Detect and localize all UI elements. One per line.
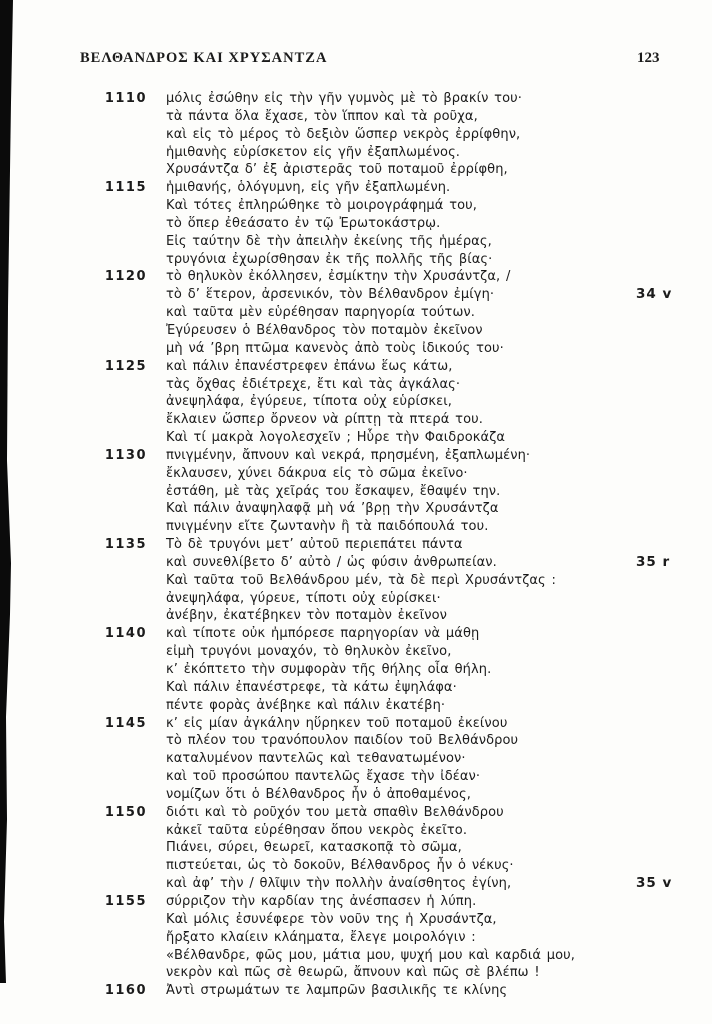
verse-text: ἀνέβην, ἐκατέβηκεν τὸν ποταμὸν ἐκεῖνον — [166, 608, 448, 624]
line-number: 1160 — [104, 983, 147, 999]
verse-text: Καὶ ταῦτα τοῦ Βελθάνδρου μέν, τὰ δὲ περὶ Χρυσάντζας : — [166, 572, 557, 588]
verse-text: ἡμιθανής, ὁλόγυμνη, εἰς γῆν ἐξαπλωμένη. — [166, 180, 451, 196]
verse-text: κ’ εἰς μίαν ἀγκάλην ηὕρηκεν τοῦ ποταμοῦ ἐκείνου — [166, 715, 508, 731]
verse-text: τὸ θηλυκὸν ἐκόλλησεν, ἐσμίκτην τὴν Χρυσάντζα, / — [166, 269, 511, 285]
verse-line — [0, 750, 712, 768]
verse-text: καὶ τοῦ προσώπου παντελῶς ἔχασε τὴν ἰδέαν· — [166, 769, 481, 785]
verse-text: μόλις ἐσώθην εἰς τὴν γῆν γυμνὸς μὲ τὸ βρακίν του· — [166, 91, 523, 106]
verse-text: νεκρὸν καὶ πῶς σὲ θεωρῶ, ἄπνουν καὶ πῶς σὲ βλέπω ! — [166, 965, 540, 981]
verse-line — [0, 715, 712, 733]
verse-line — [0, 982, 712, 1000]
verse-text: κἀκεῖ ταῦτα εὑρέθησαν ὅπου νεκρὸς ἐκεῖτο. — [166, 822, 468, 838]
verse-block — [0, 90, 712, 1000]
verse-line — [0, 839, 712, 857]
running-header-title: ΒΕΛΘΑΝΔΡΟΣ ΚΑΙ ΧΡΥΣΑΝΤΖΑ — [80, 50, 328, 66]
verse-text: ἀνεψηλάφα, ἐγύρευε, τίποτα οὐχ εὑρίσκει, — [166, 394, 452, 410]
verse-line — [0, 625, 712, 643]
folio-note: 35 r — [636, 553, 671, 570]
verse-text: ἀνεψηλάφα, γύρευε, τίποτι οὐχ εὑρίσκει· — [166, 590, 441, 606]
verse-text: τὸ ὅπερ ἐθεάσατο ἐν τῷ Ἐρωτοκάστρῳ. — [166, 215, 441, 231]
verse-text: καὶ ἀφ’ τὴν / θλῖψιν τὴν πολλὴν ἀναίσθητος ἐγίνη, — [166, 876, 512, 892]
line-number: 1120 — [104, 269, 147, 285]
verse-line — [0, 893, 712, 911]
verse-text: καὶ ταῦτα μὲν εὑρέθησαν παρηγορία τούτων. — [166, 305, 476, 321]
line-number: 1130 — [104, 447, 147, 463]
verse-line — [0, 465, 712, 483]
verse-text: πνιγμένην εἴτε ζωντανὴν ἢ τὰ παιδόπουλά του. — [166, 519, 489, 535]
verse-line — [0, 376, 712, 394]
verse-text: τὸ πλέον του τρανόπουλον παιδίον τοῦ Βελθάνδρου — [166, 733, 519, 749]
line-number: 1145 — [104, 715, 147, 731]
verse-text: τὸ δ’ ἕτερον, ἀρσενικόν, τὸν Βέλθανδρον ἐμίγη· — [166, 287, 495, 303]
verse-text: Πιάνει, σύρει, θεωρεῖ, κατασκοπᾷ τὸ σῶμα, — [166, 840, 462, 856]
verse-line — [0, 947, 712, 965]
verse-line — [0, 590, 712, 608]
verse-text: ἡμιθανὴς εὑρίσκετον εἰς γῆν ἐξαπλωμένος. — [166, 144, 461, 160]
verse-text: σύρριζον τὴν καρδίαν της ἀνέσπασεν ἡ λύπη. — [166, 893, 477, 909]
verse-text: μὴ νά ’βρη πτῶμα κανενὸς ἀπὸ τοὺς ἰδικούς του· — [166, 340, 504, 356]
verse-line — [0, 90, 712, 108]
verse-line — [0, 322, 712, 340]
verse-line — [0, 304, 712, 322]
verse-text: ἔκλαυσεν, χύνει δάκρυα εἰς τὸ σῶμα ἐκεῖνο· — [166, 465, 468, 481]
verse-line — [0, 251, 712, 269]
verse-line — [0, 411, 712, 429]
verse-line — [0, 286, 712, 304]
line-number: 1155 — [104, 893, 147, 909]
folio-note: 35 v — [636, 875, 673, 892]
verse-line — [0, 197, 712, 215]
verse-text: πιστεύεται, ὡς τὸ δοκοῦν, Βέλθανδρος ἦν ὁ νέκυς· — [166, 858, 514, 874]
verse-line — [0, 429, 712, 447]
verse-line — [0, 518, 712, 536]
verse-text: Καὶ τί μακρὰ λογολεσχεῖν ; Ηὗρε τὴν Φαιδροκάζα — [166, 430, 506, 446]
verse-line — [0, 126, 712, 144]
verse-text: πνιγμένην, ἄπνουν καὶ νεκρά, πρησμένη, ἐξαπλωμένη· — [166, 447, 531, 463]
verse-text: Τὸ δὲ τρυγόνι μετ’ αὐτοῦ περιεπάτει πάντα — [166, 537, 463, 553]
line-number: 1125 — [104, 358, 147, 374]
verse-text: Εἰς ταύτην δὲ τὴν ἀπειλὴν ἐκείνης τῆς ἡμέρας, — [166, 233, 492, 249]
verse-text: «Βέλθανδρε, φῶς μου, μάτια μου, ψυχή μου καὶ καρδιά μου, — [166, 947, 576, 963]
verse-text: Καὶ μόλις ἐσυνέφερε τὸν νοῦν της ἡ Χρυσάντζα, — [166, 911, 497, 927]
verse-line — [0, 929, 712, 947]
verse-text: κ’ ἐκόπτετο τὴν συμφορὰν τῆς θήλης οἷα θήλη. — [166, 662, 492, 677]
verse-line — [0, 607, 712, 625]
verse-line — [0, 215, 712, 233]
verse-line — [0, 804, 712, 822]
verse-line — [0, 108, 712, 126]
verse-line — [0, 697, 712, 715]
verse-text: πέντε φορὰς ἀνέβηκε καὶ πάλιν ἐκατέβη· — [166, 697, 446, 713]
verse-text: διότι καὶ τὸ ροῦχόν του μετὰ σπαθὶν Βελθάνδρου — [166, 804, 504, 820]
verse-text: καταλυμένον παντελῶς καὶ τεθανατωμένον· — [166, 751, 466, 767]
verse-line — [0, 911, 712, 929]
verse-line — [0, 554, 712, 572]
verse-text: Καὶ τότες ἐπληρώθηκε τὸ μοιρογράφημά του, — [166, 198, 478, 214]
verse-line — [0, 572, 712, 590]
verse-line — [0, 643, 712, 661]
verse-text: Ἐγύρευσεν ὁ Βέλθανδρος τὸν ποταμὸν ἐκεῖνον — [166, 322, 483, 338]
verse-text: τὰς ὄχθας ἐδιέτρεχε, ἔτι καὶ τὰς ἀγκάλας· — [166, 376, 461, 392]
verse-text: τρυγόνια ἐχωρίσθησαν ἐκ τῆς πολλῆς τῆς βίας· — [166, 251, 493, 267]
verse-text: νομίζων ὅτι ὁ Βέλθανδρος ἦν ὁ ἀποθαμένος, — [166, 786, 471, 802]
verse-line — [0, 822, 712, 840]
verse-text: ἤρξατο κλαίειν κλάηματα, ἔλεγε μοιρολόγιν : — [166, 929, 476, 945]
verse-line — [0, 358, 712, 376]
verse-text: Χρυσάντζα δ’ ἐξ ἀριστερᾶς τοῦ ποταμοῦ ἐρρίφθη, — [166, 162, 508, 178]
verse-line — [0, 144, 712, 162]
folio-note: 34 v — [636, 286, 673, 303]
verse-line — [0, 447, 712, 465]
verse-line — [0, 179, 712, 197]
verse-text: εἰμὴ τρυγόνι μοναχόν, τὸ θηλυκὸν ἐκεῖνο, — [166, 644, 452, 660]
verse-text: τὰ πάντα ὅλα ἔχασε, τὸν ἵππον καὶ τὰ ροῦχα, — [166, 108, 478, 124]
line-number: 1115 — [104, 180, 147, 196]
line-number: 1150 — [104, 804, 147, 820]
verse-text: ἔκλαιεν ὥσπερ ὄρνεον νὰ ρίπτῃ τὰ πτερά του. — [166, 412, 484, 428]
verse-line — [0, 340, 712, 358]
verse-text: καὶ πάλιν ἐπανέστρεφεν ἐπάνω ἕως κάτω, — [166, 358, 453, 374]
verse-line — [0, 233, 712, 251]
verse-text: ἐστάθη, μὲ τὰς χεῖράς του ἔσκαψεν, ἔθαψέν την. — [166, 483, 501, 499]
verse-text: Καὶ πάλιν ἐπανέστρεφε, τὰ κάτω ἐψηλάφα· — [166, 679, 457, 695]
verse-line — [0, 536, 712, 554]
verse-text: καὶ συνεθλίβετο δ’ αὐτὸ / ὡς φύσιν ἀνθρωπείαν. — [166, 554, 497, 570]
verse-text: Ἀντὶ στρωμάτων τε λαμπρῶν βασιλικῆς τε κλίνης — [166, 983, 508, 999]
verse-text: καὶ εἰς τὸ μέρος τὸ δεξιὸν ὥσπερ νεκρὸς ἐρρίφθην, — [166, 126, 521, 142]
verse-line — [0, 268, 712, 286]
line-number: 1135 — [104, 537, 147, 553]
verse-line — [0, 768, 712, 786]
verse-line — [0, 161, 712, 179]
verse-line — [0, 732, 712, 750]
verse-line — [0, 679, 712, 697]
line-number: 1140 — [104, 626, 147, 642]
verse-line — [0, 857, 712, 875]
line-number: 1110 — [104, 91, 147, 106]
verse-line — [0, 964, 712, 982]
page-number: 123 — [637, 50, 660, 66]
verse-text: Καὶ πάλιν ἀναψηλαφᾷ μὴ νά ’βρῃ τὴν Χρυσάντζα — [166, 501, 499, 517]
verse-line — [0, 786, 712, 804]
verse-line — [0, 661, 712, 679]
verse-line — [0, 483, 712, 501]
verse-line — [0, 875, 712, 893]
verse-line — [0, 500, 712, 518]
verse-line — [0, 393, 712, 411]
verse-text: καὶ τίποτε οὐκ ἠμπόρεσε παρηγορίαν νὰ μάθῃ — [166, 626, 480, 642]
